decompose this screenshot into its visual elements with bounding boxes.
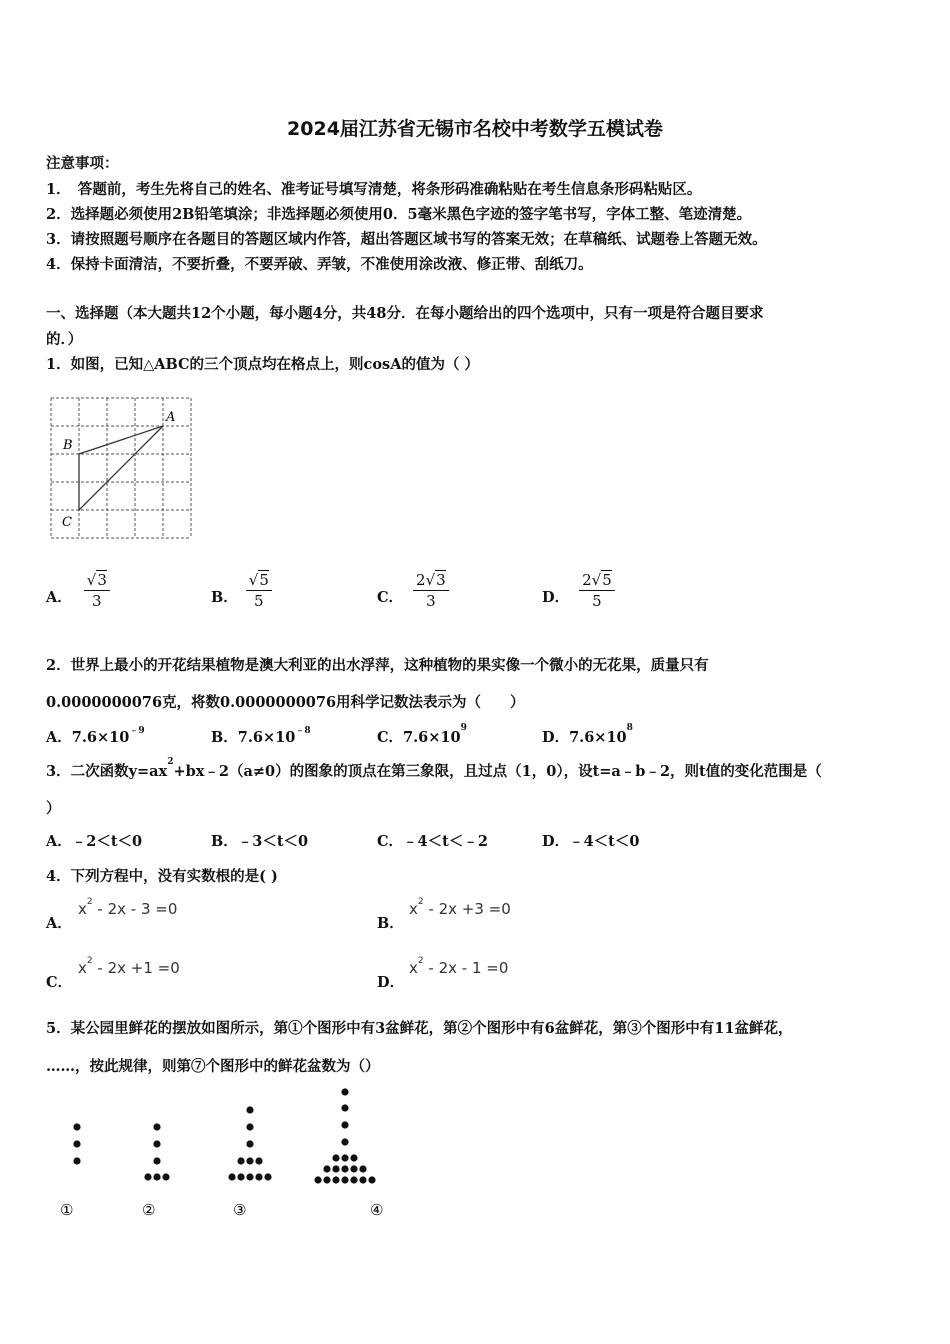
q4-option-d-letter[interactable]: D． [377, 974, 405, 991]
triangle-abc [79, 426, 163, 510]
question-2-stem-cont: 0.0000000076克，将数0.0000000076用科学记数法表示为（ ） [46, 694, 525, 711]
q4-option-a-letter[interactable]: A． [46, 915, 72, 932]
page-title: 2024届江苏省无锡市名校中考数学五模试卷 [287, 118, 663, 140]
figure-label-4: ④ [370, 1201, 384, 1219]
q3-option-a[interactable]: A．﹣2＜t＜0 [46, 833, 143, 850]
q4-option-c-letter[interactable]: C． [46, 974, 73, 991]
q1-option-a[interactable]: A． $\frac{√3}{3}$ [46, 570, 110, 611]
q1-option-c[interactable]: C． $\frac{2√3}{3}$ [377, 570, 449, 611]
q4-option-a-equation: $x^2 - 2x - 3 =0$ [78, 897, 178, 918]
notice-heading: 注意事项： [46, 155, 119, 172]
q4-option-b-letter[interactable]: B． [377, 915, 404, 932]
question-5-stem: 5．某公园里鲜花的摆放如图所示，第①个图形中有3盆鲜花，第②个图形中有6盆鲜花，第③个图形中有11盆鲜花， [46, 1020, 793, 1037]
question-2-stem: 2．世界上最小的开花结果植物是澳大利亚的出水浮萍，这种植物的果实像一个微小的无花果，质量只有 [46, 657, 709, 674]
figure-label-1: ① [60, 1201, 74, 1219]
question-3-stem: 3．二次函数$y=ax^2+bx﹣2(a\ne 0)$的图象的顶点在第三象限，且过点（1，0），设t=a﹣b﹣2，则t值的变化范围是（ [46, 757, 822, 780]
section-heading-cont: 的．） [46, 331, 83, 348]
figure-label-2: ② [142, 1201, 156, 1219]
q3-option-c[interactable]: C．﹣4＜t＜﹣2 [377, 833, 488, 850]
q2-option-d[interactable]: D．$7.6\times 10^8$ [542, 723, 633, 746]
figure-label-3: ③ [233, 1201, 247, 1219]
q4-option-d-equation: $x^2 - 2x - 1 =0$ [409, 956, 509, 977]
notice-item: 2．选择题必须使用2B铅笔填涂；非选择题必须使用0．5毫米黑色字迹的签字笔书写，字体工整、笔迹清楚。 [46, 206, 752, 223]
q2-option-a[interactable]: A．$7.6\times 10^{﹣9}$ [46, 726, 145, 746]
q4-option-c-equation: $x^2 - 2x +1 =0$ [78, 956, 180, 977]
question-4-stem: 4．下列方程中，没有实数根的是( ) [46, 868, 278, 885]
question-1-stem: 1．如图，已知△ABC的三个顶点均在格点上，则cosA的值为（ ） [46, 356, 480, 373]
vertex-label-c: C [62, 515, 72, 530]
q4-option-b-equation: $x^2 - 2x +3 =0$ [409, 897, 511, 918]
flower-pattern-figure [50, 1080, 410, 1225]
q1-option-d[interactable]: D． $\frac{2√5}{5}$ [542, 570, 615, 611]
q3-option-d[interactable]: D．﹣4＜t＜0 [542, 833, 640, 850]
notice-item: 3．请按照题号顺序在各题目的答题区域内作答，超出答题区域书写的答案无效；在草稿纸、试题卷上答题无效。 [46, 231, 767, 248]
notice-item: 4．保持卡面清洁，不要折叠，不要弄破、弄皱，不准使用涂改液、修正带、刮纸刀。 [46, 256, 593, 273]
q1-option-b[interactable]: B． $\frac{√5}{5}$ [211, 570, 272, 611]
q2-option-b[interactable]: B．$7.6\times 10^{﹣8}$ [211, 726, 311, 746]
q3-option-b[interactable]: B．﹣3＜t＜0 [211, 833, 309, 850]
notice-item: 1． 答题前，考生先将自己的姓名、准考证号填写清楚，将条形码准确粘贴在考生信息条形码粘贴区。 [46, 181, 702, 198]
q2-option-c[interactable]: C．$7.6\times 10^9$ [377, 723, 467, 746]
section-heading: 一、选择题（本大题共12个小题，每小题4分，共48分．在每小题给出的四个选项中，只有一项是符合题目要求 [46, 305, 764, 322]
vertex-label-b: B [63, 438, 73, 453]
triangle-grid-figure [48, 395, 196, 541]
question-5-stem-cont: ……，按此规律，则第⑦个图形中的鲜花盆数为（） [46, 1058, 380, 1075]
question-3-stem-cont: ） [46, 800, 61, 817]
vertex-label-a: A [166, 410, 176, 425]
